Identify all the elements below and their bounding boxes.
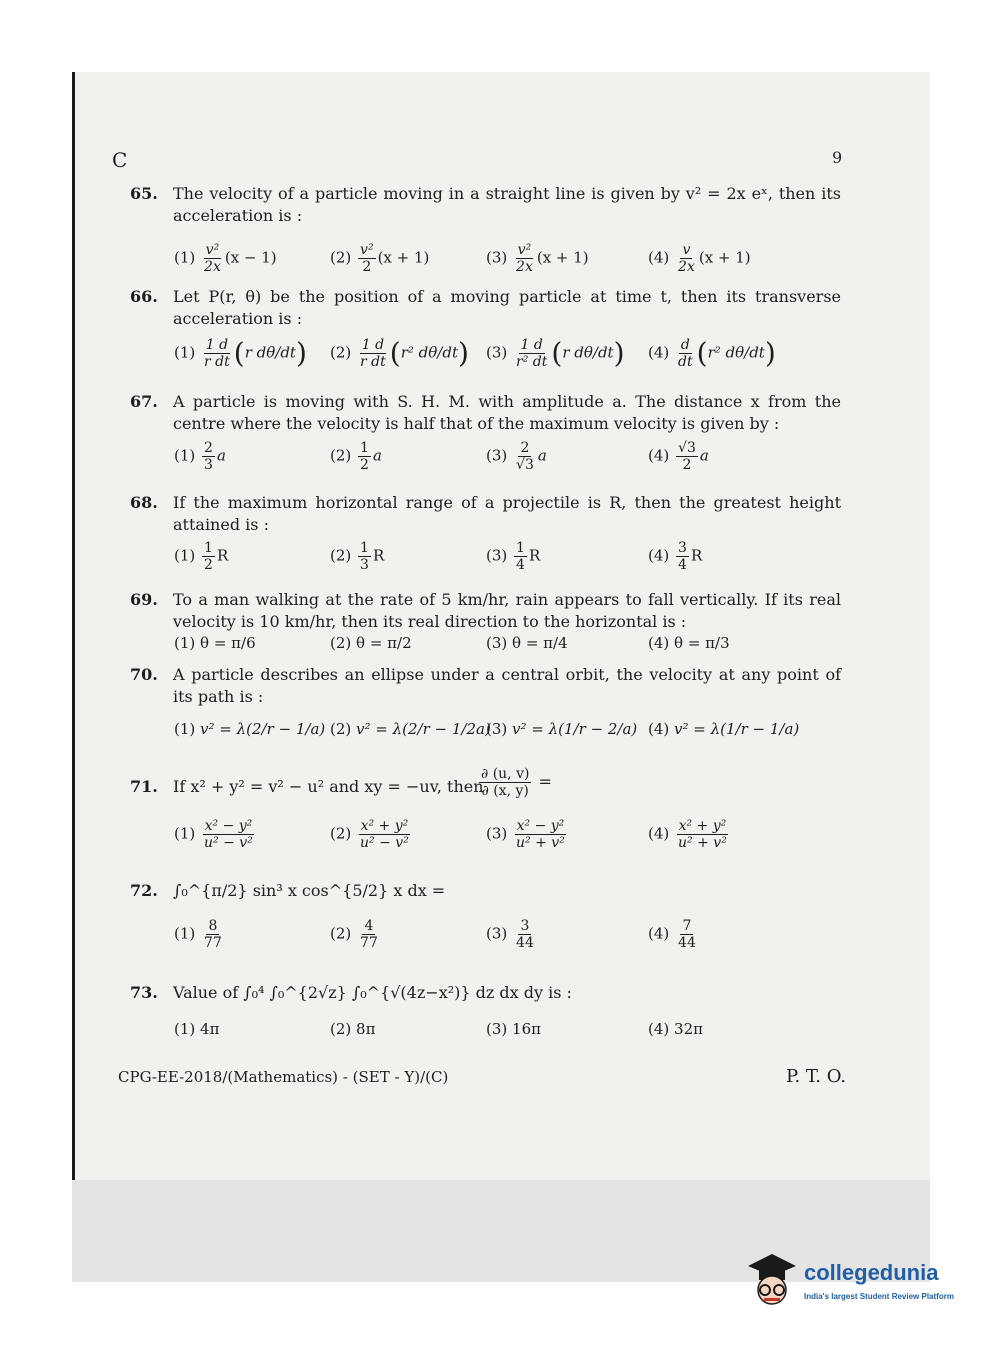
option-70-2: (2) v² = λ(2/r − 1/2a) — [330, 720, 491, 738]
question-67 — [130, 391, 840, 437]
option-69-2: (2) θ = π/2 — [330, 634, 412, 652]
option-65-2: (2) $\frac{\text{v²}}{2}$ (x + 1) — [330, 242, 430, 275]
question-number: 66. — [130, 287, 158, 306]
option-66-2: (2) $\frac{1 d}{\text{r dt}}$ (r² dθ/dt) — [330, 336, 469, 370]
question-number: 68. — [130, 493, 158, 512]
logo-tagline: India's largest Student Review Platform — [804, 1292, 954, 1301]
option-73-4: (4) 32π — [648, 1020, 703, 1038]
question-text: Value of ∫₀⁴ ∫₀^{2√z} ∫₀^{√(4z−x²)} dz dx dy is : — [173, 983, 572, 1002]
question-73 — [130, 982, 840, 1012]
option-72-2: (2) $\frac{4}{77}$ — [330, 918, 378, 951]
question-text: Let P(r, θ) be the position of a moving particle at time t, then its transverse acceleration is : — [173, 287, 841, 328]
option-67-1: (1) $\frac{2}{3}$ a — [174, 440, 226, 473]
question-number: 73. — [130, 983, 158, 1002]
question-70 — [130, 664, 840, 710]
option-73-2: (2) 8π — [330, 1020, 376, 1038]
option-68-3: (3) $\frac{1}{4}$ R — [486, 540, 541, 573]
option-71-1: (1) $\frac{\text{x² − y²}}{\text{u² − v²}}$ — [174, 818, 253, 851]
question-text: To a man walking at the rate of 5 km/hr, rain appears to fall vertically. If its real velocity is 10 km/hr, then its real direction to the horizontal is : — [173, 590, 841, 631]
mascot-icon — [742, 1252, 800, 1308]
option-70-1: (1) v² = λ(2/r − 1/a) — [174, 720, 326, 738]
question-text: The velocity of a particle moving in a straight line is given by v² = 2x eˣ, then its acceleration is : — [173, 184, 841, 225]
question-68 — [130, 492, 840, 538]
question-number: 69. — [130, 590, 158, 609]
option-67-2: (2) $\frac{1}{2}$ a — [330, 440, 382, 473]
option-68-1: (1) $\frac{1}{2}$ R — [174, 540, 229, 573]
exam-code-footer: CPG-EE-2018/(Mathematics) - (SET - Y)/(C) — [118, 1068, 449, 1086]
question-text: ∫₀^{π/2} sin³ x cos^{5/2} x dx = — [173, 881, 446, 900]
question-text: A particle is moving with S. H. M. with amplitude a. The distance x from the centre where the velocity is half that of the maximum velocity is given by : — [173, 392, 841, 433]
question-65 — [130, 183, 840, 229]
option-70-4: (4) v² = λ(1/r − 1/a) — [648, 720, 800, 738]
option-69-3: (3) θ = π/4 — [486, 634, 568, 652]
option-72-4: (4) $\frac{7}{44}$ — [648, 918, 696, 951]
collegedunia-logo[interactable] — [742, 1252, 972, 1312]
question-text: If the maximum horizontal range of a projectile is R, then the greatest height attained is : — [173, 493, 841, 534]
option-65-3: (3) $\frac{\text{v²}}{2x}$ (x + 1) — [486, 242, 589, 275]
page-number: 9 — [832, 148, 843, 167]
question-66 — [130, 286, 840, 332]
question-number: 70. — [130, 665, 158, 684]
option-68-4: (4) $\frac{3}{4}$ R — [648, 540, 703, 573]
question-number: 65. — [130, 184, 158, 203]
option-71-3: (3) $\frac{\text{x² − y²}}{\text{u² + v²}}$ — [486, 818, 565, 851]
question-text: A particle describes an ellipse under a central orbit, the velocity at any point of its path is : — [173, 665, 841, 706]
option-72-3: (3) $\frac{3}{44}$ — [486, 918, 534, 951]
option-67-4: (4) $\frac{√3}{2}$ a — [648, 440, 709, 473]
option-69-4: (4) θ = π/3 — [648, 634, 730, 652]
option-73-1: (1) 4π — [174, 1020, 220, 1038]
option-70-3: (3) v² = λ(1/r − 2/a) — [486, 720, 638, 738]
question-number: 72. — [130, 881, 158, 900]
option-68-2: (2) $\frac{1}{3}$ R — [330, 540, 385, 573]
option-66-4: (4) $\frac{d}{dt}$ (r² dθ/dt) — [648, 336, 776, 370]
option-73-3: (3) 16π — [486, 1020, 541, 1038]
option-67-3: (3) $\frac{2}{√3}$ a — [486, 440, 547, 473]
option-66-1: (1) $\frac{1 d}{\text{r dt}}$ (r dθ/dt) — [174, 336, 307, 370]
option-65-1: (1) $\frac{\text{v²}}{2x}$ (x − 1) — [174, 242, 277, 275]
question-72 — [130, 880, 840, 910]
question-text: If x² + y² = v² − u² and xy = −uv, then — [173, 777, 484, 796]
option-65-4: (4) $\frac{v}{2x}$ (x + 1) — [648, 242, 751, 275]
option-69-1: (1) θ = π/6 — [174, 634, 256, 652]
question-69 — [130, 589, 840, 635]
option-66-3: (3) $\frac{1 d}{\text{r² dt}}$ (r dθ/dt) — [486, 336, 625, 370]
set-letter: C — [112, 148, 128, 172]
jacobian-expression: $\frac{\partial (u, v)}{\partial (x, y)}$ = — [481, 766, 552, 799]
pto-label: P. T. O. — [786, 1066, 847, 1087]
option-72-1: (1) $\frac{8}{77}$ — [174, 918, 222, 951]
page-edge-shadow — [72, 72, 75, 1282]
question-number: 67. — [130, 392, 158, 411]
option-71-2: (2) $\frac{\text{x² + y²}}{\text{u² − v²}}$ — [330, 818, 409, 851]
option-71-4: (4) $\frac{\text{x² + y²}}{\text{u² + v²}}$ — [648, 818, 727, 851]
logo-wordmark: collegedunia — [804, 1260, 939, 1285]
question-71 — [130, 766, 840, 806]
question-number: 71. — [130, 777, 158, 796]
